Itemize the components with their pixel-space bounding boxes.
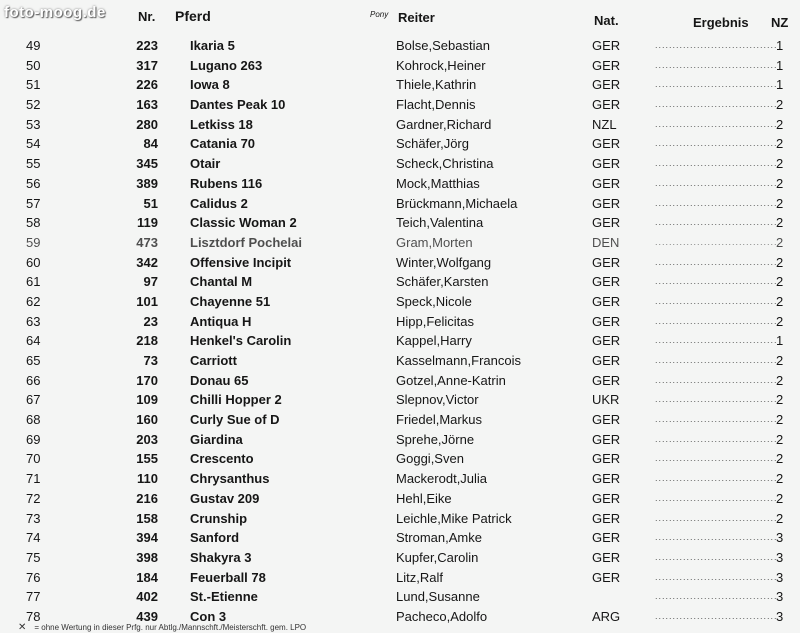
row-result-placeholder: ...................................	[655, 394, 778, 405]
row-horse-name: Giardina	[190, 431, 243, 447]
row-start-number: 170	[136, 372, 158, 388]
row-nz: 2	[776, 412, 784, 428]
table-row	[0, 253, 800, 273]
footer-note	[18, 622, 306, 633]
row-start-number: 73	[143, 353, 158, 368]
row-result-placeholder: ...................................	[655, 591, 778, 602]
row-start-number: 473	[136, 234, 158, 250]
row-horse-name: Gustav 209	[190, 490, 260, 506]
row-nz: 3	[776, 589, 784, 605]
row-start-number: 398	[136, 549, 158, 565]
row-horse-name: Antiqua H	[190, 313, 252, 329]
row-horse-name: St.-Etienne	[190, 589, 258, 605]
row-start-number: 216	[136, 490, 158, 506]
row-horse-name: Calidus 2	[190, 195, 248, 211]
row-horse-name: Letkiss 18	[190, 116, 253, 132]
row-rider-name: Mackerodt,Julia	[396, 471, 488, 487]
table-row	[0, 134, 800, 154]
row-nation: GER	[592, 431, 621, 447]
row-result-placeholder: ...................................	[655, 138, 778, 149]
row-nz: 2	[776, 471, 784, 487]
row-result-placeholder: ...................................	[655, 532, 778, 543]
row-nz: 3	[776, 549, 784, 565]
row-horse-name: Offensive Incipit	[190, 254, 292, 270]
row-horse-name: Classic Woman 2	[190, 215, 297, 231]
row-nz: 2	[776, 215, 784, 231]
row-nz: 3	[776, 608, 784, 624]
row-nation: GER	[592, 57, 621, 73]
footer-text: = ohne Wertung in dieser Prfg. nur Abtlg./Mannschft./Meisterschft. gem. LPO	[34, 623, 307, 632]
row-rider-name: Leichle,Mike Patrick	[396, 510, 512, 526]
table-row	[0, 272, 800, 292]
row-position: 73	[26, 510, 41, 526]
row-start-number: 317	[136, 57, 158, 73]
row-nz: 2	[776, 392, 784, 408]
row-start-number: 223	[136, 38, 158, 53]
row-nz: 2	[776, 451, 784, 467]
header-reiter: Reiter	[398, 10, 435, 25]
row-result-placeholder: ...................................	[655, 453, 778, 464]
row-nation: GER	[592, 353, 621, 368]
row-horse-name: Crunship	[190, 510, 248, 526]
table-row	[0, 36, 800, 56]
row-nation: GER	[592, 97, 621, 113]
row-result-placeholder: ...................................	[655, 335, 778, 346]
row-rider-name: Goggi,Sven	[396, 451, 464, 467]
table-row	[0, 449, 800, 469]
row-horse-name: Dantes Peak 10	[190, 97, 286, 113]
row-horse-name: Con 3	[190, 608, 227, 624]
table-row	[0, 410, 800, 430]
table-row	[0, 233, 800, 253]
row-position: 56	[26, 175, 41, 191]
row-rider-name: Speck,Nicole	[396, 293, 472, 309]
table-row	[0, 371, 800, 391]
row-nation: NZL	[592, 116, 617, 132]
row-nation: ARG	[592, 608, 621, 624]
row-nz: 2	[776, 510, 784, 526]
horse-rider-icon: ✕	[18, 622, 27, 633]
row-result-placeholder: ...................................	[655, 355, 778, 365]
row-rider-name: Kappel,Harry	[396, 333, 472, 349]
row-horse-name: Chantal M	[190, 274, 253, 290]
row-rider-name: Thiele,Kathrin	[396, 77, 477, 93]
row-horse-name: Curly Sue of D	[190, 412, 280, 428]
row-nz: 2	[776, 353, 784, 368]
row-rider-name: Pacheco,Adolfo	[396, 608, 488, 624]
table-row	[0, 351, 800, 371]
row-horse-name: Sanford	[190, 530, 240, 546]
row-result-placeholder: ...................................	[655, 59, 778, 70]
row-position: 57	[26, 195, 41, 211]
row-position: 74	[26, 530, 41, 546]
table-row	[0, 469, 800, 489]
row-horse-name: Feuerball 78	[190, 569, 266, 585]
row-result-placeholder: ...................................	[655, 473, 778, 484]
row-result-placeholder: ...................................	[655, 610, 778, 621]
table-row	[0, 312, 800, 332]
table-row	[0, 154, 800, 174]
row-result-placeholder: ...................................	[655, 79, 778, 90]
row-result-placeholder: ...................................	[655, 276, 778, 287]
table-row	[0, 115, 800, 135]
row-nation: GER	[592, 313, 621, 329]
row-nation: GER	[592, 293, 621, 309]
row-nation: GER	[592, 156, 621, 172]
row-horse-name: Ikaria 5	[190, 38, 235, 53]
row-result-placeholder: ...................................	[655, 433, 778, 444]
row-nation: UKR	[592, 392, 620, 408]
table-row	[0, 390, 800, 410]
row-nz: 1	[776, 77, 784, 93]
row-position: 77	[26, 589, 41, 605]
row-horse-name: Lisztdorf Pochelai	[190, 234, 302, 250]
row-horse-name: Otair	[190, 156, 221, 172]
row-rider-name: Sprehe,Jörne	[396, 431, 475, 447]
row-nz: 2	[776, 274, 784, 290]
row-result-placeholder: ...................................	[655, 197, 778, 208]
row-nation: GER	[592, 471, 621, 487]
row-position: 49	[26, 38, 41, 53]
row-start-number: 184	[136, 569, 158, 585]
row-start-number: 155	[136, 451, 158, 467]
row-start-number: 218	[136, 333, 158, 349]
row-rider-name: Litz,Ralf	[396, 569, 443, 585]
row-position: 59	[26, 234, 41, 250]
row-position: 67	[26, 392, 41, 408]
row-nz: 2	[776, 195, 784, 211]
row-position: 51	[26, 77, 41, 93]
row-result-placeholder: ...................................	[655, 492, 778, 503]
row-position: 75	[26, 549, 41, 565]
row-result-placeholder: ...................................	[655, 571, 778, 582]
row-horse-name: Carriott	[190, 353, 237, 368]
row-nz: 2	[776, 293, 784, 309]
row-position: 62	[26, 293, 41, 309]
row-start-number: 158	[136, 510, 158, 526]
row-rider-name: Bolse,Sebastian	[396, 38, 490, 53]
table-row	[0, 489, 800, 509]
row-rider-name: Friedel,Markus	[396, 412, 482, 428]
row-nation: GER	[592, 254, 621, 270]
row-nz: 2	[776, 156, 784, 172]
row-horse-name: Crescento	[190, 451, 254, 467]
row-position: 50	[26, 57, 41, 73]
row-nation: GER	[592, 215, 621, 231]
row-result-placeholder: ...................................	[655, 551, 778, 562]
row-nz: 2	[776, 175, 784, 191]
row-start-number: 110	[137, 471, 158, 487]
row-horse-name: Rubens 116	[190, 175, 263, 191]
row-nz: 2	[776, 136, 784, 152]
row-rider-name: Winter,Wolfgang	[396, 254, 492, 270]
row-start-number: 101	[136, 293, 158, 309]
row-nation: GER	[592, 451, 621, 467]
table-row	[0, 528, 800, 548]
row-position: 63	[26, 313, 41, 329]
table-row	[0, 587, 800, 607]
row-rider-name: Gardner,Richard	[396, 116, 492, 132]
row-horse-name: Henkel's Carolin	[190, 333, 292, 349]
row-position: 58	[26, 215, 41, 231]
row-result-placeholder: ...................................	[655, 217, 778, 228]
row-start-number: 389	[136, 175, 158, 191]
row-nation: GER	[592, 549, 621, 565]
row-result-placeholder: ...................................	[655, 295, 778, 306]
row-nation: GER	[592, 569, 621, 585]
watermark-text: foto-moog.de	[4, 4, 106, 21]
row-nation: GER	[592, 136, 621, 152]
row-nation: GER	[592, 333, 621, 349]
row-horse-name: Chayenne 51	[190, 293, 271, 309]
row-nation: GER	[592, 77, 621, 93]
table-header	[0, 0, 800, 34]
row-result-placeholder: ...................................	[655, 315, 778, 326]
row-start-number: 439	[136, 608, 158, 624]
row-rider-name: Gotzel,Anne-Katrin	[396, 372, 506, 388]
table-row	[0, 548, 800, 568]
row-start-number: 280	[136, 116, 158, 132]
row-result-placeholder: ...................................	[655, 158, 778, 169]
row-nz: 2	[776, 490, 784, 506]
row-nz: 2	[776, 313, 784, 329]
row-horse-name: Donau 65	[190, 372, 249, 388]
row-position: 64	[26, 333, 41, 349]
header-pony: Pony	[370, 10, 389, 19]
row-horse-name: Iowa 8	[190, 77, 230, 93]
header-ergebnis: Ergebnis	[693, 15, 749, 30]
row-position: 61	[26, 274, 41, 290]
row-start-number: 394	[136, 530, 158, 546]
row-rider-name: Gram,Morten	[396, 234, 473, 250]
row-rider-name: Hehl,Eike	[396, 490, 452, 506]
row-nz: 2	[776, 116, 784, 132]
row-nation: GER	[592, 412, 621, 428]
header-nat: Nat.	[594, 13, 619, 28]
row-nz: 2	[776, 97, 784, 113]
row-start-number: 23	[143, 313, 158, 329]
table-row	[0, 509, 800, 529]
row-start-number: 342	[136, 254, 158, 270]
row-nation: GER	[592, 510, 621, 526]
row-result-placeholder: ...................................	[655, 414, 778, 425]
row-rider-name: Mock,Matthias	[396, 175, 480, 191]
row-start-number: 109	[136, 392, 158, 408]
row-nation: GER	[592, 195, 621, 211]
row-result-placeholder: ...................................	[655, 99, 778, 110]
row-position: 78	[26, 608, 41, 624]
row-start-number: 345	[136, 156, 158, 172]
row-nation: DEN	[592, 234, 620, 250]
row-position: 52	[26, 97, 41, 113]
row-nz: 3	[776, 530, 784, 546]
row-position: 55	[26, 156, 41, 172]
row-horse-name: Chilli Hopper 2	[190, 392, 282, 408]
table-row	[0, 568, 800, 588]
results-table	[0, 36, 800, 627]
row-start-number: 97	[143, 274, 158, 290]
row-position: 70	[26, 451, 41, 467]
row-position: 66	[26, 372, 41, 388]
row-nz: 2	[776, 254, 784, 270]
table-row	[0, 56, 800, 76]
row-nation: GER	[592, 530, 621, 546]
row-position: 60	[26, 254, 41, 270]
row-position: 71	[26, 471, 41, 487]
row-nation: GER	[592, 274, 621, 290]
header-pferd: Pferd	[175, 8, 211, 24]
row-rider-name: Teich,Valentina	[396, 215, 484, 231]
header-nz: NZ	[771, 15, 789, 30]
row-horse-name: Chrysanthus	[190, 471, 270, 487]
table-row	[0, 194, 800, 214]
row-result-placeholder: ...................................	[655, 177, 778, 188]
row-rider-name: Stroman,Amke	[396, 530, 482, 546]
row-horse-name: Lugano 263	[190, 57, 263, 73]
row-start-number: 51	[143, 195, 158, 211]
row-nz: 1	[776, 38, 784, 53]
row-position: 72	[26, 490, 41, 506]
row-rider-name: Flacht,Dennis	[396, 97, 476, 113]
row-position: 53	[26, 116, 41, 132]
row-start-number: 160	[136, 412, 158, 428]
row-result-placeholder: ...................................	[655, 118, 778, 129]
row-nz: 1	[776, 333, 784, 349]
row-position: 68	[26, 412, 41, 428]
row-start-number: 402	[136, 589, 158, 605]
row-nation: GER	[592, 175, 621, 191]
row-nation: GER	[592, 490, 621, 506]
row-nz: 2	[776, 431, 784, 447]
row-start-number: 203	[136, 431, 158, 447]
row-rider-name: Brückmann,Michaela	[396, 195, 518, 211]
row-horse-name: Shakyra 3	[190, 549, 252, 565]
row-nation: GER	[592, 38, 621, 53]
row-rider-name: Slepnov,Victor	[396, 392, 479, 408]
row-result-placeholder: ...................................	[655, 374, 778, 385]
row-nz: 3	[776, 569, 784, 585]
row-rider-name: Schäfer,Jörg	[396, 136, 469, 152]
row-nz: 2	[776, 234, 784, 250]
row-rider-name: Hipp,Felicitas	[396, 313, 475, 329]
row-result-placeholder: ...................................	[655, 512, 778, 523]
row-result-placeholder: ...................................	[655, 40, 778, 50]
table-row	[0, 174, 800, 194]
row-position: 76	[26, 569, 41, 585]
row-position: 54	[26, 136, 41, 152]
row-rider-name: Kasselmann,Francois	[396, 353, 521, 368]
row-result-placeholder: ...................................	[655, 236, 778, 247]
row-start-number: 226	[136, 77, 158, 93]
row-horse-name: Catania 70	[190, 136, 256, 152]
row-rider-name: Schäfer,Karsten	[396, 274, 489, 290]
row-nz: 1	[776, 57, 784, 73]
row-position: 65	[26, 353, 41, 368]
row-nation: GER	[592, 372, 621, 388]
table-row	[0, 75, 800, 95]
row-start-number: 84	[143, 136, 158, 152]
row-rider-name: Kupfer,Carolin	[396, 549, 479, 565]
header-nr: Nr.	[138, 9, 156, 24]
row-start-number: 163	[136, 97, 158, 113]
table-row	[0, 95, 800, 115]
table-row	[0, 213, 800, 233]
row-result-placeholder: ...................................	[655, 256, 778, 267]
table-row	[0, 331, 800, 351]
row-start-number: 119	[137, 215, 158, 231]
row-nz: 2	[776, 372, 784, 388]
row-rider-name: Scheck,Christina	[396, 156, 494, 172]
row-position: 69	[26, 431, 41, 447]
table-row	[0, 430, 800, 450]
row-rider-name: Kohrock,Heiner	[396, 57, 486, 73]
row-rider-name: Lund,Susanne	[396, 589, 480, 605]
table-row	[0, 292, 800, 312]
